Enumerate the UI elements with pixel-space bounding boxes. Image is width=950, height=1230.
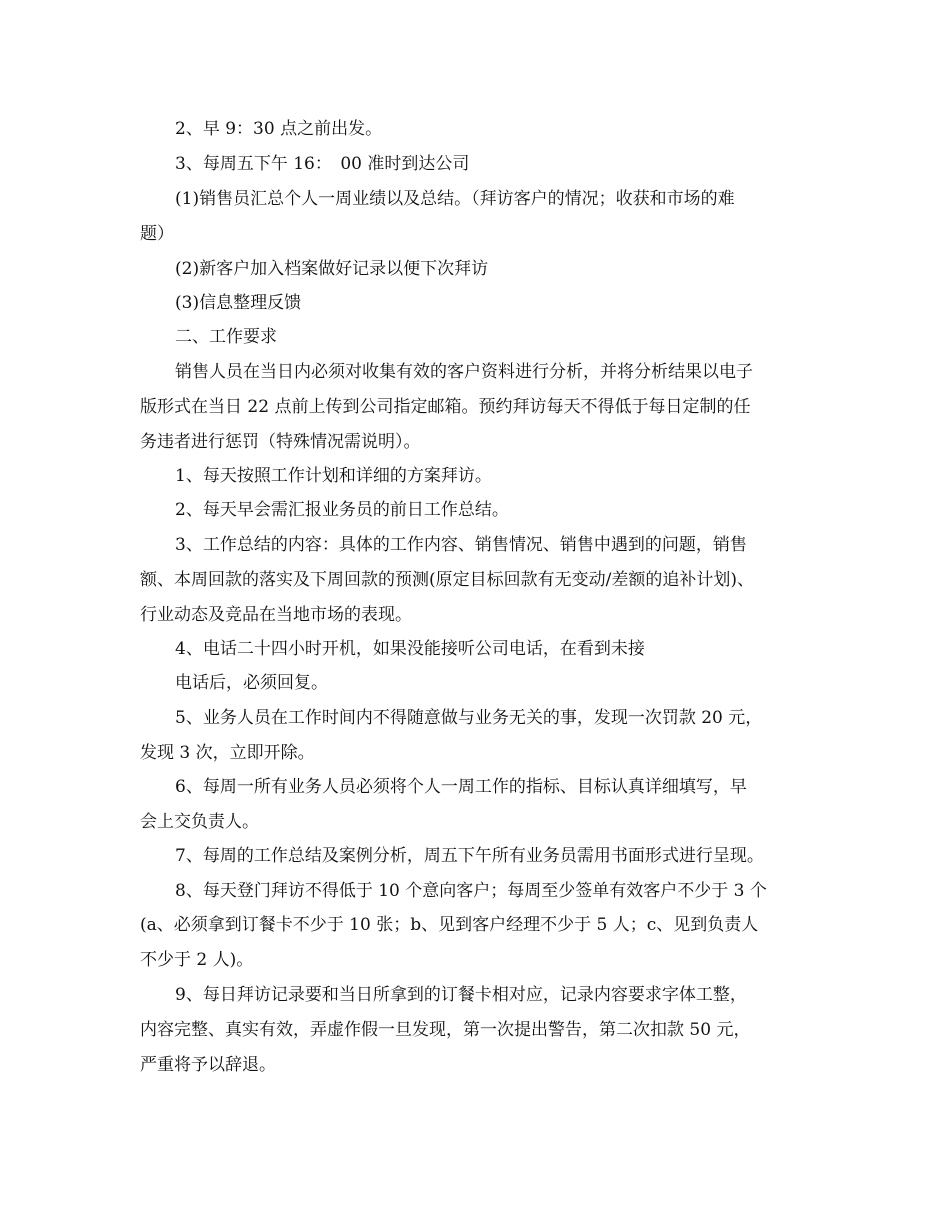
- text-line: 发现 3 次，立即开除。: [140, 743, 315, 763]
- text-line: 2、早 9：30 点之前出发。: [175, 119, 383, 139]
- text-line: 电话后，必须回复。: [175, 673, 328, 693]
- text-line: 额、本周回款的落实及下周回款的预测(原定目标回款有无变动/差额的追补计划)、: [140, 570, 754, 590]
- text-line: 3、工作总结的内容：具体的工作内容、销售情况、销售中遇到的问题，销售: [175, 535, 747, 555]
- text-line: 3、每周五下午 16： 00 准时到达公司: [175, 154, 470, 174]
- text-line: 2、每天早会需汇报业务员的前日工作总结。: [175, 500, 509, 520]
- text-line: 5、业务人员在工作时间内不得随意做与业务无关的事，发现一次罚款 20 元，: [175, 708, 763, 728]
- text-line: 销售人员在当日内必须对收集有效的客户资料进行分析，并将分析结果以电子: [175, 362, 753, 382]
- text-line: (a、必须拿到订餐卡不少于 10 张；b、见到客户经理不少于 5 人；c、见到负责人: [140, 915, 759, 935]
- text-line: (3)信息整理反馈: [175, 293, 302, 313]
- text-line: (2)新客户加入档案做好记录以便下次拜访: [175, 259, 489, 279]
- text-line: 题）: [140, 224, 174, 244]
- text-line: 6、每周一所有业务人员必须将个人一周工作的指标、目标认真详细填写，早: [175, 777, 747, 797]
- text-line: 7、每周的工作总结及案例分析，周五下午所有业务员需用书面形式进行呈现。: [175, 846, 764, 866]
- text-line: 会上交负责人。: [140, 812, 259, 832]
- text-line: 严重将予以辞退。: [140, 1055, 276, 1075]
- text-line: (1)销售员汇总个人一周业绩以及总结。（拜访客户的情况；收获和市场的难: [175, 189, 735, 209]
- text-line: 4、电话二十四小时开机，如果没能接听公司电话，在看到未接: [175, 639, 645, 659]
- text-line: 不少于 2 人)。: [140, 950, 254, 970]
- text-line: 版形式在当日 22 点前上传到公司指定邮箱。预约拜访每天不得低于每日定制的任: [140, 397, 751, 417]
- text-line: 8、每天登门拜访不得低于 10 个意向客户；每周至少签单有效客户不少于 3 个: [175, 881, 767, 901]
- text-line: 务违者进行惩罚（特殊情况需说明）。: [140, 432, 421, 452]
- text-line: 内容完整、真实有效，弄虚作假一旦发现，第一次提出警告，第二次扣款 50 元，: [140, 1020, 751, 1040]
- text-line: 9、每日拜访记录要和当日所拿到的订餐卡相对应，记录内容要求字体工整，: [175, 985, 747, 1005]
- section-heading: 二、工作要求: [175, 327, 277, 347]
- text-line: 行业动态及竞品在当地市场的表现。: [140, 605, 412, 625]
- text-line: 1、每天按照工作计划和详细的方案拜访。: [175, 466, 492, 486]
